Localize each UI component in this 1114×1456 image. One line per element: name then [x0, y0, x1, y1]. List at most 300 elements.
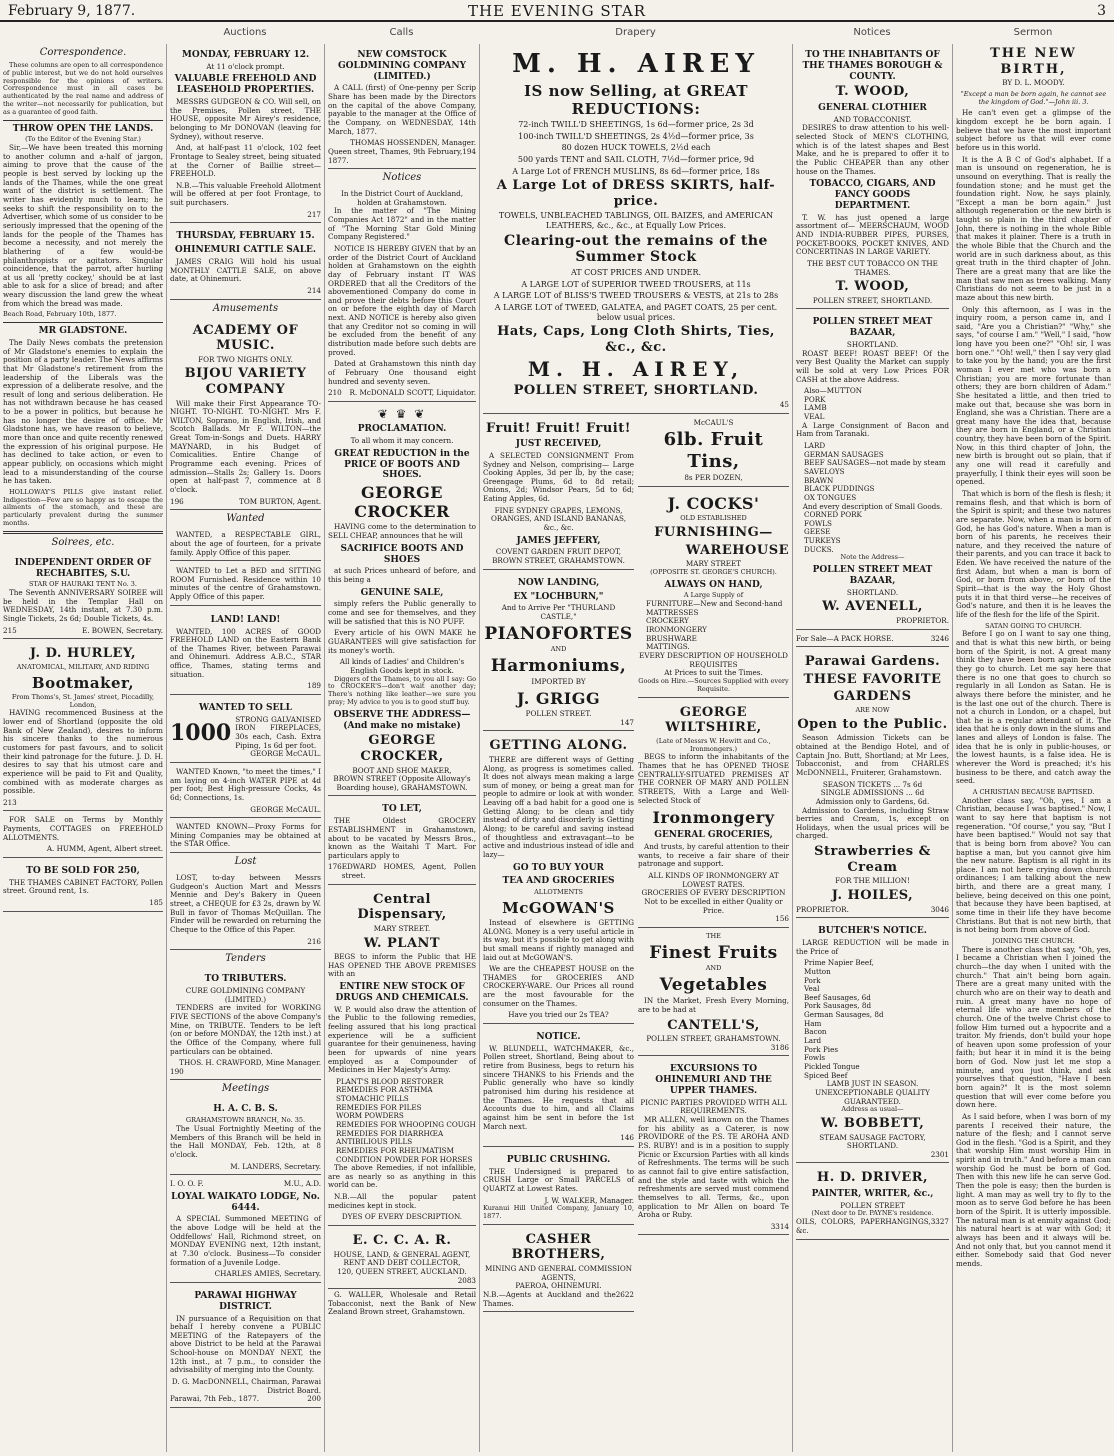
roast-body: ROAST BEEF! ROAST BEEF! Of the very Best Quality the Market can supply will be sold at very Low Prices FOR CASH at the above Address. — [796, 348, 949, 384]
airey-item: A LARGE LOT of BLISS'S TWEED TROUSERS & VESTS, at 21s to 28s — [493, 291, 779, 301]
furnishing-item: CROCKERY — [646, 616, 689, 626]
received-body: A SELECTED CONSIGNMENT From Sydney and Nelson, comprising— Large Cooking Apples, 3d per lb, by the case; Greengage Plums, 6d to 8d retail; Onions, 2d; Windsor Pears, 5d to 6d; Eating Apples, 6d. — [483, 450, 634, 504]
crocker-kinds: All kinds of Ladies' and Children's English Goods kept in stock. — [339, 657, 465, 675]
airey-item: 100-inch TWILL'D SHEETINGS, 2s 4½d—former price, 3s — [518, 131, 754, 141]
parawai-date: Parawai, 7th Feb., 1877. — [170, 1394, 260, 1404]
ad-number: 213 — [3, 797, 17, 807]
land-body: WANTED, 100 ACRES of GOOD FREEHOLD LAND on the Eastern Bank of the Thames River, between Parawai and Ohinemuri. Address A.B.C., STAR office, Thames, stating terms and situation. — [170, 626, 321, 679]
airey-item: A LARGE LOT of SUPERIOR TWEED TROUSERS, at 11s — [521, 279, 751, 289]
sale-sign: A. HUMM, Agent, Albert street. — [46, 844, 163, 854]
hacbs-ad — [170, 1098, 321, 1175]
tobacco-title: TOBACCO, CIGARS, AND FANCY GOODS DEPARTMENT. — [809, 179, 936, 211]
sermon-paragraph: He can't even get a glimpse of the kingdom except he be born again. I believe that we have the most important subject before us that will ever come before us in this world. — [956, 108, 1111, 152]
sermon-subheading: JOINING THE CHURCH. — [992, 936, 1075, 945]
auction-title: VALUABLE FREEHOLD AND LEASEHOLD PROPERTIES. — [174, 74, 317, 96]
cocks-name: J. COCKS' — [667, 493, 760, 513]
water-pipe-body: WANTED Known, "to meet the times," I am laying on 4-inch WATER PIPE at 4d per foot; Best High-pressure Cocks, 4s 6d; Connections, 1s. — [170, 766, 321, 802]
dispensary-street: MARY STREET. — [373, 923, 431, 933]
academy-subtitle: FOR TWO NIGHTS ONLY. — [198, 354, 293, 364]
wanted-girl-ad: WANTED, a RESPECTABLE GIRL, about the age of fourteen, for a private family. Apply Office of this paper. — [170, 528, 321, 561]
parawai-body: IN pursuance of a Requisition on that behalf I hereby convene a PUBLIC MEETING of the Ratepayers of the above District to be held at the Parawai School-house on MONDAY NEXT, the 12th inst., at 7 p.m., to consider the advisability of merging into the County. — [170, 1313, 321, 1375]
ad-number: 3246 — [930, 633, 949, 643]
parawai-title: PARAWAI HIGHWAY DISTRICT. — [194, 1290, 297, 1312]
sermon-paragraph: As I said before, when I was born of my parents I received their nature, the nature of the flesh; and I cannot serve God in the flesh. "God is a Spirit, and they that worship Him must worship Him in spirit and in truth." And before a man can worship God he must be born of God. Then with this new life he can serve God. Then the pole is easy; then the burden is light. A man may as well try to fly to the moon as to serve God before he has been born of the Spirit. It is utterly impossible. The natural man is at enmity against God; his natural heart is at war with God; it always has been and it always will be. And not only that, but you cannot mend it either. Somebody said that God never mends. — [956, 1111, 1111, 1268]
tobacconist-title: AND TOBACCONIST. — [833, 114, 912, 124]
meat-item: DUCKS. — [804, 544, 834, 554]
furnishing-item: MATTRESSES — [646, 607, 699, 617]
column-calls — [324, 44, 479, 1452]
hurley-ad — [3, 641, 163, 811]
ad-number: 45 — [779, 399, 789, 409]
comstock-body: A CALL (first) of One-penny per Scrip Share has been made by the Directors on the capital of the above Company, payable to the manager at the Office of the Company, on WEDNESDAY, 14th March, 1877. — [328, 83, 476, 136]
butcher-item: Bacon — [804, 1027, 827, 1037]
crushing-title: PUBLIC CRUSHING. — [506, 1154, 611, 1165]
wiltshire-ad — [638, 700, 789, 928]
mccaul-name: McCAUL'S — [693, 417, 734, 427]
ad-number: 185 — [149, 898, 163, 908]
notice-title: NOTICE. — [536, 1032, 581, 1043]
auction-body: MESSRS GUDGEON & CO. Will sell, on the Premises, Pollen street, THE HOUSE, opposite Mr Airey's residence, belonging to Mr DONOVAN (leaving for Sydney), without reserve. — [170, 97, 321, 141]
ad-number: 3327 — [930, 1217, 949, 1227]
oils-line: OILS, COLORS, PAPERHANGINGS, &c. — [796, 1217, 931, 1235]
cattle-title: OHINEMURI CATTLE SALE. — [174, 245, 317, 256]
crocker-body-2: at such Prices unheard of before, and this being a — [328, 566, 476, 584]
mccaul-ad — [638, 416, 789, 487]
butcher-item: Pork Pies — [804, 1044, 839, 1054]
rechabites-body: The Seventh ANNIVERSARY SOIREE will be held in the Templar Hall on WEDNESDAY, 14th instant, at 7.30 p.m. Single Tickets, 2s 6d; Double Tickets, 4s. — [3, 588, 163, 624]
lodge-sign: CHARLES AMIES, Secretary. — [214, 1269, 321, 1279]
butcher-item: German Sausages, 8d — [804, 1010, 884, 1020]
jeffery-address: COVENT GARDEN FRUIT DEPOT, BROWN STREET, GRAHAMSTOWN. — [492, 547, 625, 566]
million-line: FOR THE MILLION! — [835, 876, 910, 886]
sermon-paragraph: Before I go on I want to say one thing, and that is what this new birth, or being born of the Spirit, is not. A great many think they have been born again because they go to church. Let me say here that there is no one that goes to church so regularly in all London as Satan. He is always there before the minister, and he is the last one out of the church. There is not a church in London, or a chapel, but that he is a regular attendant of it. The idea that he is only down in the slums and lanes and alleys of London is false. The idea that he is only in public-houses, or the lowest haunts, is a false idea. He is wherever the Word is preached; it's his business to be there, and catch away the seed. — [956, 629, 1111, 786]
ad-number: 3186 — [770, 1042, 789, 1052]
remedy-item: REMEDIES FOR RHEUMATISM — [336, 1145, 454, 1155]
to-let-title: TO LET, — [382, 804, 422, 815]
furnishing-item: IRONMONGERY — [646, 625, 707, 635]
bijou-title: BIJOU VARIETY COMPANY — [184, 366, 307, 397]
rechabites-subtitle: STAR OF HAURAKI TENT No. 3. — [29, 580, 137, 589]
butcher-item: Beef Sausages, 6d — [804, 992, 871, 1002]
cantell-name: CANTELL'S, — [667, 1017, 760, 1033]
ccar-name: E. C. C. A. R. — [352, 1233, 452, 1249]
airey-clearing: Clearing-out the remains of the Summer Stock — [504, 232, 768, 266]
tributers-ad — [170, 968, 321, 1080]
always-on-hand: ALWAYS ON HAND, — [664, 579, 763, 590]
airey-name-2: M. H. AIREY, — [527, 357, 745, 382]
parawai-gardens-title: Parawai Gardens. — [804, 654, 941, 670]
lochburn-line: EX "LOCHBURN," — [513, 591, 604, 602]
section-label-calls: Calls — [389, 27, 414, 38]
crocker-trade: BOOT AND SHOE MAKER, — [352, 765, 452, 775]
tenders-heading: Tenders — [225, 953, 266, 965]
comstock-sign: THOMAS HOSSENDEN, Manager. — [350, 138, 476, 148]
mcgowan-name: McGOWAN'S — [502, 898, 615, 917]
bobbett-name: W. BOBBETT, — [820, 1115, 925, 1131]
butcher-item: Ham — [804, 1018, 822, 1028]
airey-towels: TOWELS, UNBLEACHED TABLINGS, OIL BAIZES, and AMERICAN LEATHERS, &c., &c., at Equally Low Prices. — [498, 211, 774, 230]
page-number: 3 — [1097, 3, 1106, 19]
plant-body-3: The above Remedies, if not infallible, are as nearly so as anything in this world can be. — [328, 1163, 476, 1190]
steam-factory: STEAM SAUSAGE FACTORY, — [819, 1132, 926, 1142]
wood-ad — [796, 44, 949, 309]
wood-address: POLLEN STREET, SHORTLAND. — [812, 295, 933, 305]
wood-name-2: T. WOOD, — [835, 279, 910, 295]
blundell-ad — [483, 1026, 634, 1147]
lost-body: LOST, to-day between Messrs Gudgeon's Auction Mart and Messrs Mennie and Dey's Bakery in Queen street, a CHEQUE for £3 2s, drawn by W. Bull in favor of Thomas McQuillan. The Finder will be rewarded on returning the Cheque to the Office of this Paper. — [170, 873, 321, 934]
avenell-title: PROPRIETOR. — [896, 615, 949, 625]
grapes-line: FINE SYDNEY GRAPES, LEMONS, ORANGES, AND ISLAND BANANAS, &c., &c. — [491, 505, 626, 533]
meat-item: SAVELOYS — [804, 466, 845, 476]
hacbs-subtitle: GRAHAMSTOWN BRANCH, No. 35. — [185, 1116, 306, 1125]
ad-number: 210 — [328, 388, 342, 398]
meat-bazaar-title: POLLEN STREET MEAT BAZAAR, — [812, 317, 933, 339]
to-let-body: THE Oldest GROCERY ESTABLISHMENT in Grahamstown, about to be vacated by Messrs Bros., known as the Waitahi T Mart. For particulars apply to — [328, 816, 476, 860]
factory-title: TO BE SOLD FOR 250, — [26, 866, 140, 876]
furnishing-title: FURNISHING— — [654, 524, 773, 540]
meat-item: BRAWN — [804, 475, 834, 485]
ad-number: 147 — [620, 717, 634, 727]
hacbs-sign: M. LANDERS, Secretary. — [230, 1161, 321, 1171]
tea-line: TEA AND GROCERIES — [502, 876, 615, 887]
to-let-ad — [328, 798, 476, 884]
blundell-body: W. BLUNDELL, WATCHMAKER, &c., Pollen street, Shortland, Being about to retire from Business, begs to return his sincere THANKS to his Friends and the Public generally who have so kindly patronised him during his residence at the Thames. He requests that all Accounts due to him, and all Claims against him be sent in before the 1st March next. — [483, 1043, 634, 1131]
ccar-trade: HOUSE, LAND, & GENERAL AGENT, RENT AND DEBT COLLECTOR, — [333, 1249, 471, 1268]
meat-bazaar-location-2: SHORTLAND. — [846, 587, 899, 597]
casher-address: PAEROA, OHINEMURI. — [515, 1281, 602, 1291]
sell-quantity: 1000 — [170, 719, 232, 746]
crocker-verse: Diggers of the Thames, to you all I say: Go to CROCKER'S—don't wait another day; There's nothing like leather—we sure you pray; My advice to you is to good stuff buy. — [328, 674, 476, 706]
airey-item: 500 yards TENT and SAIL CLOTH, 7½d—former price, 9d — [517, 154, 755, 164]
airey-hats: Hats, Caps, Long Cloth Shirts, Ties, &c., &c. — [497, 324, 775, 355]
driver-address: POLLEN STREET — [840, 1200, 905, 1210]
masthead-title: THE EVENING STAR — [467, 2, 647, 20]
sell-title: WANTED TO SELL — [199, 702, 292, 713]
casher-name: CASHER BROTHERS, — [511, 1231, 606, 1263]
section-label-drapery: Drapery — [615, 27, 656, 38]
supply-line: A Large Supply of — [683, 591, 744, 600]
furnishing-item: BRUSHWARE — [646, 633, 697, 643]
sermon-paragraph: There is another class that say, "Oh, yes, I became a Christian when I joined the church—the day when I united with the church." That ain't being born again. There are a great many united with the church who are on their way to death and ruin. A great many have no hope of eternal life who are members of the church. One of the twelve Christ chose to follow Him turned out a hypocrite and a traitor. My friends, don't build your hope of heaven upon some profession of your faith; but hear it in mind it is the being born of God. Now just let me stop a minute, and you just think, and ask yourselves that question, "Have I been born again?" It is the most solemn question that will ever come before you down here. — [956, 944, 1111, 1110]
every-description: EVERY DESCRIPTION OF HOUSEHOLD REQUISITES — [639, 651, 788, 669]
airey-item: A LARGE LOT of TWEED, GALATEA, and PAGET COATS, 25 per cent. below usual prices. — [494, 302, 778, 322]
wanted-heading: Wanted — [226, 513, 265, 525]
ad-number: 190 — [170, 1066, 184, 1076]
remedy-item: CONDITION POWDER FOR HORSES — [336, 1154, 473, 1164]
court-date: Dated at Grahamstown this ninth day of February One thousand eight hundred and seventy seven. — [328, 359, 476, 386]
sell-body: STRONG GALVANISED IRON FIREPLACES, 30s each, Cash. Extra Piping, 1s 6d per foot. — [235, 714, 321, 750]
plant-body: BEGS to inform the Public that HE HAS OPENED THE ABOVE PREMISES with an — [328, 952, 476, 979]
comstock-title: NEW COMSTOCK GOLDMINING COMPANY (LIMITED.) — [337, 50, 467, 82]
cure-body: TENDERS are invited for WORKING FIVE SECTIONS of the above Company's Mine, on TRIBUTE. Tenders to be left (on or before MONDAY, the 12th inst.) at the Office of the Company, where full particulars can be obtained. — [170, 1003, 321, 1056]
observe-title: OBSERVE THE ADDRESS—(And make no mistake) — [333, 709, 471, 731]
lost-heading: Lost — [234, 856, 257, 868]
letter-signature: Beach Road, February 10th, 1877. — [3, 310, 117, 319]
court-matter: In the matter of "The Mining Companies Act 1872" and in the matter of "The Morning Star Gold Mining Company Registered." — [328, 206, 476, 242]
ioof-label: I. O. O. F. — [170, 1179, 204, 1189]
wood-name: T. WOOD, — [835, 84, 910, 100]
comstock-ad — [328, 44, 476, 169]
butcher-item: Spiced Beef — [804, 1070, 848, 1080]
remedy-item: REMEDIES FOR PILES — [336, 1102, 422, 1112]
parawai-ad — [170, 1285, 321, 1408]
ad-number: 216 — [307, 936, 321, 946]
correspondence-heading: Correspondence. — [39, 47, 127, 58]
crushing-ad — [483, 1149, 634, 1225]
lamb-line: LAMB JUST IN SEASON. — [826, 1079, 919, 1089]
butcher-title: BUTCHER'S NOTICE. — [818, 926, 927, 937]
sermon-paragraph: Only this afternoon, as I was in the inquiry room, a person came in, and I said, "Are you a Christian?" "Why," she says, "of course I am." "Well," I said, "how long have you been one?" "Oh! sir, I was born one." "Oh! well," then I say very glad to take you by the hand; you are the first woman I ever met who was born a Christian; you are more fortunate than others; they are born children of Adam." She hesitated a little, and then tried to make out that, because she was born in England, she was a Christian. There are a great many have the idea that, because they are born in England, or a Christian country, they have been born of the Spirit. Now, in this third chapter of John, the new birth is brought out so plain, that if any one will read it carefully and prayerfully, I think their eyes will soon be opened. — [956, 304, 1111, 487]
meat-item: GEESE — [804, 527, 831, 537]
column-correspondence — [0, 44, 166, 1452]
meetings-heading: Meetings — [221, 1083, 270, 1095]
avenell-name: W. AVENELL, — [822, 599, 923, 615]
casher-ad — [483, 1227, 634, 1312]
strawberries-title: Strawberries & Cream — [814, 844, 931, 875]
plant-name: W. PLANT — [363, 935, 441, 951]
goto-line: GO TO BUY YOUR — [513, 862, 604, 873]
lodge-ad — [170, 1177, 321, 1283]
ad-number: 215 — [3, 625, 17, 635]
auction-date: MONDAY, FEBRUARY 12. — [181, 50, 310, 60]
meat-item: GERMAN SAUSAGES — [804, 449, 884, 459]
land-title: LAND! LAND! — [210, 614, 281, 625]
ad-number: 189 — [307, 681, 321, 691]
wanted-room-ad: WANTED to Let a BED and SITTING ROOM Furnished. Residence within 10 minutes of the centre of Grahamstown. Apply Office of this paper. — [170, 564, 321, 606]
sale-body: FOR SALE on Terms by Monthly Payments, COTTAGES on FREEHOLD ALLOTMENTS. — [3, 815, 163, 842]
painter-title: PAINTER, WRITER, &c., — [811, 1189, 934, 1200]
hurley-body: HAVING recommenced Business at the lower end of Shortland (opposite the old Bank of New Zealand), desires to inform his sincere thanks to the numerous customers for past favours, and to solicit their kind patronage for the future. J. D. H. desires to say that his utmost care and experience will be paid to Fit and Quality, combined with as moderate charges as possible. — [3, 708, 163, 796]
piano-ad — [483, 572, 634, 732]
airey-item: 80 dozen HUCK TOWELS, 2½d each — [561, 143, 711, 153]
wiltshire-body-2: And trusts, by careful attention to their wants, to receive a fair share of their patronage and support. — [638, 842, 789, 869]
ironmongery-title: Ironmongery — [652, 808, 775, 828]
article-body: The Daily News combats the pretension of Mr Gladstone's enemies to explain the position of a party leader. The News affirms that Mr Gladstone's retirement from the leadership of the Liberals was the expression of a deliberate resolve, and the result of long and serious deliberation. He has not withdrawn because he has ceased to be a power in politics, but because he has no longer the desire of office. Mr Gladstone has, we have reason to believe, more than once and quite recently renewed the expression of his original purpose. He has declined to take action, or even to appear publicly, on occasions which might lead to a misunderstanding of the course he has taken. — [3, 337, 163, 486]
drapery-left-subcolumn — [483, 416, 634, 1315]
getting-body: THERE are different ways of Getting Along, as progress is sometimes called. It does not always mean making a large sum of money, or being a great man for people to admire or look at with wonder. Leaving off a bad habit for a good one is Getting Along; to be clean and tidy instead of dirty and disorderly is Getting Along; to be careful and saving instead of thoughtless and extravagant—to be active and industrious instead of idle and lazy— — [483, 754, 634, 859]
gudgeon-auction-ad — [170, 44, 321, 223]
garden-body: Admission to Gardens, including Straw berries and Cream, 1s, except on Holidays, when the usual prices will be charged. — [796, 805, 949, 841]
season-body: Season Admission Tickets can be obtained at the Bendigo Hotel, and of Captain Jno. Butt, Shortland; at Mr Lees, Tobacconist, and from CHARLES McDONNELL, Fruiterer, Grahamstown. — [796, 733, 949, 777]
dispensary-ad — [328, 887, 476, 1226]
cantell-ad — [638, 930, 789, 1057]
lodge-title: LOYAL WAIKATO LODGE, No. 6444. — [171, 1191, 320, 1213]
ad-number: 200 — [307, 1394, 321, 1404]
section-label-notices: Notices — [853, 27, 891, 38]
butcher-item: Pork Sausages, 8d — [804, 1001, 872, 1011]
wiltshire-late: (Late of Messrs W. Hewitt and Co., Ironmongers.) — [656, 736, 771, 753]
remedy-item: REMEDIES FOR DIARRHŒA — [336, 1128, 444, 1138]
and-label-2: AND — [705, 964, 722, 973]
sermon-epigraph: "Except a man be born again, he cannot see the kingdom of God."—John iii. 3. — [960, 89, 1107, 106]
sermon-paragraph: Another class say, "Oh, yes, I am a Christian, because I was baptised." Now, I want to say here that baptism is not regeneration. "Of course," you say, "But I have been baptised." Would not say that that is being born from above? You can baptise a man, but you cannot give him the new nature. Baptism is all right in its place. I am not here crying down church ordinances; I am talking about the new birth, and there are a great many, I believe, being deceived on this one point, that because they have been baptised, at some time in their life they have become Christians. But that is not new birth, that is not being born from above of God. — [956, 795, 1111, 935]
remedy-item: ANTIBILIOUS PILLS — [336, 1137, 413, 1147]
vegetables-title: Vegetables — [659, 974, 768, 995]
grigg-address: POLLEN STREET. — [525, 709, 592, 719]
and-label: AND — [550, 645, 567, 654]
mcgowan-ad — [483, 733, 634, 1024]
butcher-item: Pickled Tongue — [804, 1061, 860, 1071]
cocks-street: MARY STREET — [685, 559, 742, 569]
crocker-body-4: Every article of his OWN MAKE he GUARANTEES will give satisfaction for its money's worth. — [328, 628, 476, 655]
letter-salutation: (To the Editor of the Evening Star.) — [25, 135, 141, 144]
meat-item: FOWLS — [804, 518, 832, 528]
crocker-address: BROWN STREET (Opposite Alloway's Boarding house), GRAHAMSTOWN. — [333, 774, 471, 792]
ad-number: 176 — [328, 862, 342, 872]
section-label-sermon: Sermon — [1013, 27, 1053, 38]
letter-title: THROW OPEN THE LANDS. — [12, 123, 154, 134]
hurley-address: From Thoms's, St. James' street, Piccadilly, London, — [11, 692, 155, 709]
dyes-line: DYES OF EVERY DESCRIPTION. — [341, 1212, 463, 1222]
airey-cost: AT COST PRICES AND UNDER. — [570, 268, 702, 278]
meat-item: LARD — [804, 441, 826, 451]
meat-item: VEAL — [804, 412, 825, 422]
waller-ad: G. WALLER, Wholesale and Retail Tobacconist, next the Bank of New Zealand Brown street, Grahamstown. — [328, 1290, 476, 1317]
pianofortes-title: PIANOFORTES — [484, 623, 633, 644]
remedy-item: PLANT'S BLOOD RESTORER — [336, 1076, 444, 1086]
lost-ad — [170, 871, 321, 950]
butcher-item: Lard — [804, 1036, 822, 1046]
to-let-sign: EDWARD HOMES, Agent, Pollen street. — [341, 862, 476, 881]
ad-number: 194 — [462, 146, 476, 156]
water-pipe-ad — [170, 765, 321, 818]
tributers-title: TO TRIBUTERS. — [204, 974, 287, 985]
hoiles-title: PROPRIETOR. — [796, 904, 849, 914]
cattle-body: JAMES CRAIG Will hold his usual MONTHLY CATTLE SALE, on above date, at Ohinemuri. — [170, 256, 321, 284]
crocker-name-2: GEORGE CROCKER, — [360, 733, 444, 764]
casher-trade: MINING AND GENERAL COMMISSION AGENTS, — [484, 1264, 633, 1282]
court-title: In the District Court of Auckland, holden at Grahamstown. — [340, 189, 463, 207]
wiltshire-body: BEGS to inform the inhabitants of the Thames that he has OPENED THOSE CENTRALLY-SITUATED PREMISES AT THE CORNER OF MARY AND POLLEN STREETS, With a Large and Well-selected Stock of — [638, 752, 789, 805]
article-title: MR GLADSTONE. — [38, 326, 128, 337]
proclamation-title: PROCLAMATION. — [357, 424, 447, 435]
column-sermon — [952, 44, 1114, 1452]
gardens-admission: Admission only to Gardens, 6d. — [815, 796, 930, 806]
remedy-item: REMEDIES FOR WHOOPING COUGH — [336, 1120, 476, 1129]
plant-stock: ENTIRE NEW STOCK OF DRUGS AND CHEMICALS. — [335, 982, 469, 1003]
season-tickets: SEASON TICKETS ... 7s 6d — [822, 779, 923, 789]
remedy-item: WORM POWDERS — [336, 1111, 404, 1121]
proclamation-subtitle: To all whom it may concern. — [350, 436, 454, 446]
reduction-title: GREAT REDUCTION in the PRICE OF BOOTS AND SHOES. — [334, 448, 470, 481]
parawai-sign: D. G. MacDONNELL, Chairman, Parawai District Board. — [171, 1377, 321, 1395]
mcgowan-body-2: We are the CHEAPEST HOUSE on the THAMES for GROCERIES AND CROCKERY-WARE. Our Prices all round are the most favourable for the consumer on the Thames. — [483, 964, 634, 1008]
quality-line: UNEXCEPTIONABLE QUALITY GUARANTEED. — [815, 1087, 930, 1106]
plant-body-2: W. P. would also draw the attention of the Public to the following remedies, feeling assured that his long practical experience will be a sufficient guarantee for their genuineness, having been for upwards of nine years employed as a Compounder of Medicines in Her Majesty's Army. — [328, 1004, 476, 1075]
crocker-ad — [328, 404, 476, 797]
section-label-auctions: Auctions — [223, 27, 267, 38]
warehouse-title: WAREHOUSE — [685, 542, 789, 558]
fruit-title: Fruit! Fruit! Fruit! — [486, 420, 631, 436]
drapery-right-subcolumn — [638, 416, 789, 1315]
picnic-line: PICNIC PARTIES PROVIDED WITH ALL REQUIREMENTS. — [640, 1097, 787, 1116]
ccar-address: 120, QUEEN STREET, AUCKLAND. — [337, 1266, 467, 1276]
airey-item: 72-inch TWILL'D SHEETINGS, 1s 6d—former price, 2s 3d — [518, 120, 754, 130]
wanted-land-ad — [170, 609, 321, 695]
butcher-item: Prime Napier Beef, — [804, 958, 874, 968]
hacbs-title: H. A. C. B. S. — [213, 1104, 278, 1115]
cure-company: CURE GOLDMINING COMPANY (LIMITED.) — [185, 986, 306, 1004]
academy-title: ACADEMY OF MUSIC. — [192, 322, 299, 354]
meat-bazaar-ad — [796, 311, 949, 629]
excursions-title: EXCURSIONS TO OHINEMURI AND THE UPPER THAMES. — [655, 1064, 772, 1097]
airey-skirts: A Large Lot of DRESS SKIRTS, half-price. — [496, 178, 776, 209]
amusements-heading: Amusements — [212, 302, 279, 314]
sell-sign: GEORGE McCAUL. — [250, 749, 321, 759]
wood-body-2: T. W. has just opened a large assortment of— MEERSCHAUM, WOOD AND INDIA-RUBBER PIPES, PURSES, POCKET-BOOKS, POCKET KNIVES, AND CONCERTINAS IN LARGE VARIETY. — [796, 212, 949, 257]
sacrifice-title: SACRIFICE BOOTS AND SHOES — [340, 543, 464, 565]
meat-item: BLACK PUDDINGS — [804, 484, 875, 494]
meat-item: Also—MUTTON — [804, 386, 863, 396]
crushing-company: Kuranui Hill United Company, January 10, 1877. — [483, 1204, 634, 1221]
market-line: IN the Market, Fresh Every Morning, are to be had at — [638, 996, 789, 1014]
airey-name: M. H. AIREY — [512, 49, 760, 79]
plant-note: N.B.—All the popular patent medicines kept in stock. — [328, 1192, 476, 1210]
allen-body: MR ALLEN, well known on the Thames for his ability as a Caterer, is now PROVIDORE of the P.S. TE AROHA AND P.S. RUBY! and is in a position to supply Picnic or Excursion Parties with all kinds of Refreshments. The terms will be such as cannot fail to give entire satisfaction, and the style and taste with which the refreshments are served must commend themselves to all. Terms, &c., upon application to Mr Allen on board Te Aroha or Ruby. — [638, 1115, 789, 1220]
crocker-body-3: simply refers the Public generally to come and see for themselves, and they will be satisfied that this is NO PUFF. — [328, 599, 476, 626]
jeffery-name: JAMES JEFFERY, — [516, 535, 601, 546]
sermon-paragraph: It is the A B C of God's alphabet. If a man is unsound on regeneration, he is unsound on everything. That is really the foundation stone; and he must get the foundation right. Now, he says plainly, "Except a man be born again." Just although regeneration or the new birth is taught so plain in the third chapter of John, there is nothing in the whole Bible that makes it plainer. There is a truth in the whole Bible that the Church and the world are in such darkness about, as this great truth in the third chapter of John. There are a great many that are like the man that saw men as trees walking. Many Christians do not seem to be just in a maze about this new birth. — [956, 154, 1111, 302]
pills-ad: HOLLOWAY'S PILLS give instant relief. Indigestion—Few are so happy as to escape the ailments of the stomach, and these are particularly prevalent during the summer months. — [3, 487, 163, 528]
ad-number: 196 — [170, 496, 184, 506]
butcher-item: Fowls — [804, 1053, 826, 1063]
cattle-date: THURSDAY, FEBRUARY 15. — [176, 231, 315, 242]
sermon-title: THE NEW BIRTH, — [990, 46, 1077, 77]
airey-address: POLLEN STREET, SHORTLAND. — [513, 383, 759, 399]
meat-item: PORK — [804, 394, 826, 404]
fruit-tins-price: 8s PER DOZEN, — [684, 473, 743, 483]
driver-next: (Next door to Dr. PAYNE's residence. — [811, 1209, 934, 1218]
ad-number: 214 — [307, 285, 321, 295]
ad-number: 2622 — [615, 1289, 634, 1299]
ad-number: 3046 — [930, 904, 949, 914]
clothier-title: GENERAL CLOTHIER — [818, 102, 927, 113]
furnishing-item: MATTINGS. — [646, 642, 690, 652]
packhorse-ad — [796, 632, 949, 648]
bobbett-location: SHORTLAND. — [846, 1141, 899, 1151]
ccar-ad — [328, 1228, 476, 1289]
rechabites-ad — [3, 552, 163, 640]
groceries-line: GROCERIES OF EVERY DESCRIPTION Not to be excelled in either Quality or Price. — [641, 888, 786, 915]
notices-heading: Notices — [382, 172, 422, 184]
sermon-subheading: A CHRISTIAN BECAUSE BAPTISED. — [972, 787, 1095, 796]
butcher-item: Pork — [804, 975, 821, 985]
remedies-list — [328, 1078, 476, 1164]
comstock-address: Queen street, Thames, 9th February, 1877. — [328, 146, 463, 165]
address-line: Address as usual— — [841, 1105, 904, 1114]
soirees-heading: Soirees, etc. — [51, 536, 115, 548]
wanted-sell-ad — [170, 697, 321, 763]
ad-number: 2083 — [457, 1275, 476, 1285]
single-admissions: SINGLE ADMISSIONS ... 6d — [820, 788, 925, 798]
meat-item: CORNED PORK — [804, 510, 862, 520]
ioof-mu: M.U., A.D. — [283, 1179, 321, 1189]
rechabites-title: INDEPENDENT ORDER OF RECHABITES, S.U. — [14, 557, 152, 579]
court-sign: R. McDONALD SCOTT, Liquidator. — [349, 388, 476, 398]
lodge-body: A SPECIAL Summoned MEETING of the above Lodge will be held at the Oddfellows' Hall, Richmond street, on MONDAY EVENING next, 12th instant, at 7.30 o'clock. Business—To consider formation of a Juvenile Lodge. — [170, 1214, 321, 1267]
sermon-paragraph: That which is born of the flesh is flesh; it remains flesh, and that which is born of the Spirit is spirit; and these two natures are separate. Now, when a man is born of God, he has God's nature. When a man is born of his parents, he receives their nature, and they received the nature of their parents, and you can trace it back to Eden. We have received the nature of the first Adam, but when a man is born of God, or born from above, or born of the Spirit—that is the way the Holy Ghost puts it in that third verse—he receives of God's nature, and then it is he leaves the life of the flesh for the life of the Spirit. — [956, 488, 1111, 619]
airey-ad — [483, 44, 789, 414]
crocker-name: GEORGE CROCKER — [354, 483, 450, 522]
best-cut: THE BEST CUT TOBACCO ON THE THAMES. — [807, 258, 938, 277]
driver-name: H. D. DRIVER, — [816, 1170, 929, 1186]
sale-ad — [3, 813, 163, 858]
are-now: ARE NOW — [855, 706, 890, 715]
packhorse-text: For Sale—A PACK HORSE. — [796, 633, 894, 643]
airey-item: A Large Lot of FRENCH MUSLINS, 8s 6d—former price, 18s — [512, 166, 760, 176]
hire-line: Goods on Hire.—Sources Supplied with every Requisite. — [638, 676, 789, 693]
hurley-subtitle: ANATOMICAL, MILITARY, AND RIDING — [16, 663, 150, 671]
